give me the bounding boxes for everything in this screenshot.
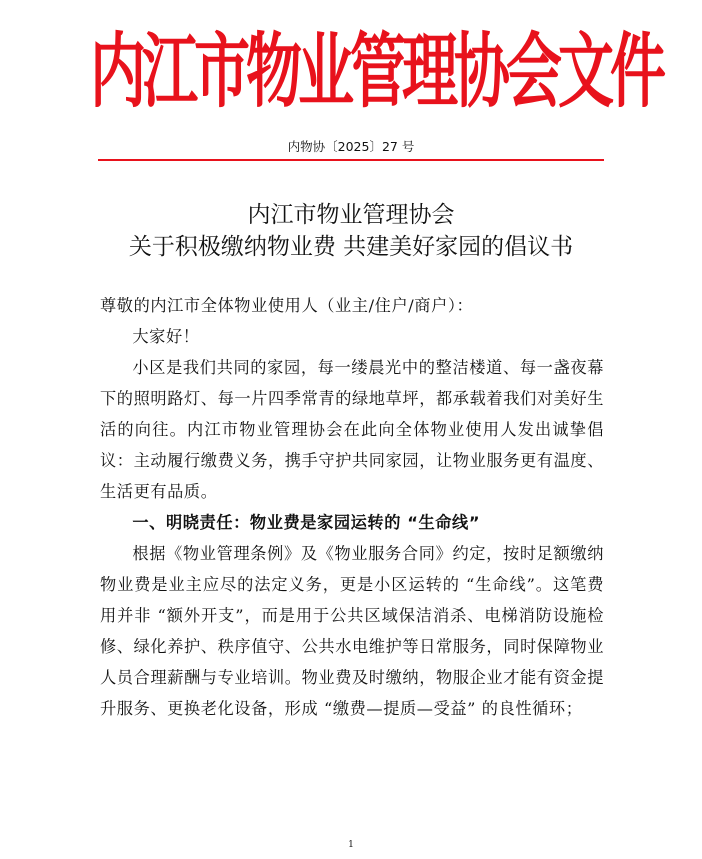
document-body (100, 290, 604, 724)
document-number: 内物协〔2025〕27 号 (287, 139, 415, 154)
page-number: 1 (348, 840, 354, 850)
greeting: 大家好！ (132, 327, 200, 346)
document-title-line-1: 内江市物业管理协会 (247, 202, 455, 228)
header-divider (98, 159, 604, 161)
paragraph-section-1: 根据《物业管理条例》及《物业服务合同》约定，按时足额缴纳物业费是业主应尽的法定义务，更是小区运转的 “生命线”。这笔费用并非 “额外开支”，而是用于公共区域保洁消杀、电梯消防设施检修、绿化养护、秩序值守、公共水电维护等日常服务，同时保障物业人员合理薪酬与专业培训。物业费及时缴纳，物服企业才能有资金提升服务、更换老化设备，形成 “缴费—提质—受益” 的良性循环； (100, 544, 604, 718)
section-heading-1: 一、明晓责任：物业费是家园运转的 “生命线” (132, 513, 481, 532)
paragraph-intro: 小区是我们共同的家园，每一缕晨光中的整洁楼道、每一盏夜幕下的照明路灯、每一片四季常青的绿地草坪，都承载着我们对美好生活的向往。内江市物业管理协会在此向全体物业使用人发出诚挚倡议：主动履行缴费义务，携手守护共同家园，让物业服务更有温度、生活更有品质。 (100, 358, 604, 501)
document-header-title: 内江市物业管理协会文件 (90, 25, 662, 120)
document-title-line-2: 关于积极缴纳物业费 共建美好家园的倡议书 (128, 234, 574, 260)
salutation: 尊敬的内江市全体物业使用人（业主/住户/商户）： (100, 296, 474, 315)
